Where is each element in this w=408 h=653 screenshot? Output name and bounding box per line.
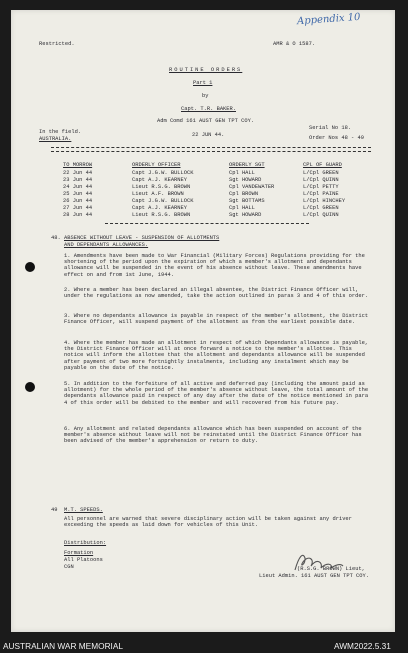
roster-cell: L/Cpl HINCHEY bbox=[303, 198, 346, 204]
roster-cell: Cpl HALL bbox=[229, 205, 255, 211]
roster-cell: Capt A.J. KEARNEY bbox=[132, 205, 187, 211]
amr-reference: AMR & O 1587. bbox=[273, 41, 316, 47]
roster-cell: Capt J.G.W. BULLOCK bbox=[132, 170, 194, 176]
document-date: 22 JUN 44. bbox=[192, 132, 225, 138]
roster-cell: L/Cpl GREEN bbox=[303, 205, 339, 211]
punch-hole-bottom bbox=[25, 382, 35, 392]
location-label: AUSTRALIA. bbox=[39, 136, 72, 142]
distribution-item: Formation bbox=[64, 550, 94, 556]
restricted-label: Restricted. bbox=[39, 41, 75, 47]
issuing-officer: Capt. T.R. BAKER. bbox=[181, 106, 236, 112]
roster-cell: Capt J.G.W. BULLOCK bbox=[132, 198, 194, 204]
in-field-label: In the field. bbox=[39, 129, 82, 135]
order-48-paragraph: 6. Any allotment and related dependants allowance which has been suspended on account of the member's absence without leave will not be reinstated until the District Finance Officer has been advised of the member's apprehension or return to duty. bbox=[64, 426, 362, 445]
roster-cell: 23 Jun 44 bbox=[63, 177, 93, 183]
roster-cell: 27 Jun 44 bbox=[63, 205, 93, 211]
roster-header-officer: ORDERLY OFFICER bbox=[132, 162, 181, 168]
roster-cell: L/Cpl PAINE bbox=[303, 191, 339, 197]
archive-reference: AWM2022.5.31 bbox=[334, 641, 391, 651]
roster-cell: Cpl BROWN bbox=[229, 191, 259, 197]
document-page bbox=[11, 10, 395, 632]
order-49-number: 49 bbox=[51, 507, 58, 513]
roster-cell: L/Cpl GREEN bbox=[303, 170, 339, 176]
archive-footer bbox=[0, 639, 408, 653]
signature-name: (R.S.G. BROWN) Lieut, bbox=[297, 566, 365, 572]
divider-top bbox=[51, 147, 371, 148]
order-48-heading: ABSENCE WITHOUT LEAVE - SUSPENSION OF ALLOTMENTS bbox=[64, 235, 220, 241]
order-numbers: Order Nos 48 - 49 bbox=[309, 135, 364, 141]
order-48-paragraph: 4. Where the member has made an allotment in respect of which Dependants allowance is payable, the District Finance Officer will at once forward a notice to the member's allottee. This notice will inform the allottee that the allotment and dependants allowance will be suspended after payment of two more fortnightly instalments, including any instalment which may be payable on the date of the notice. bbox=[64, 340, 369, 371]
order-49-text: All personnel are warned that severe disciplinary action will be taken against any driver exceeding the speeds as laid down for vehicles of this Unit. bbox=[64, 516, 352, 529]
divider-roster bbox=[105, 223, 309, 224]
part-label: Part 1 bbox=[193, 80, 213, 86]
roster-cell: 28 Jun 44 bbox=[63, 212, 93, 218]
roster-cell: 25 Jun 44 bbox=[63, 191, 93, 197]
archive-name: AUSTRALIAN WAR MEMORIAL bbox=[3, 641, 124, 651]
order-48-paragraph: 2. Where a member has been declared an illegal absentee, the District Finance Officer will, under the regulations as now amended, take the action outlined in paras 3 and 4 of this order. bbox=[64, 287, 369, 300]
roster-cell: Sgt HOWARD bbox=[229, 212, 262, 218]
roster-cell: 22 Jun 44 bbox=[63, 170, 93, 176]
serial-number: Serial No 18. bbox=[309, 125, 352, 131]
order-48-heading-cont: AND DEPENDANTS ALLOWANCES. bbox=[64, 242, 149, 248]
distribution-label: Distribution: bbox=[64, 540, 107, 546]
roster-cell: Sgt HOWARD bbox=[229, 177, 262, 183]
divider-second bbox=[51, 151, 371, 152]
distribution-item: All Platoons bbox=[64, 557, 103, 563]
order-48-paragraph: 1. Amendments have been made to War Financial (Military Forces) Regulations providing for the shortening of the period upon the expiration of which a member's allotment and dependants allowance will be suspended in the event of his absence without leave. These amendments have effect on and from 1st June, 1944. bbox=[64, 253, 365, 278]
roster-cell: Lieut R.S.G. BROWN bbox=[132, 212, 191, 218]
by-label: by bbox=[202, 93, 209, 99]
roster-cell: Lieut A.F. BROWN bbox=[132, 191, 184, 197]
roster-cell: 26 Jun 44 bbox=[63, 198, 93, 204]
order-49-heading: M.T. SPEEDS. bbox=[64, 507, 103, 513]
order-48-paragraph: 3. Where no dependants allowance is payable in respect of the member's allotment, the District Finance Officer, will suspend payment of the allotment as from the earliest possible date. bbox=[64, 313, 369, 326]
distribution-item: CGN bbox=[64, 564, 74, 570]
roster-header-sgt: ORDERLY SGT bbox=[229, 162, 265, 168]
roster-cell: L/Cpl QUINN bbox=[303, 177, 339, 183]
signature-title: Lieut Admin. 161 AUST GEN TPT COY. bbox=[259, 573, 369, 579]
order-48-number: 48. bbox=[51, 235, 61, 241]
roster-header-date: TO MORROW bbox=[63, 162, 93, 168]
handwritten-note: Appendix 10 bbox=[296, 11, 361, 28]
roster-cell: Cpl VANDEWATER bbox=[229, 184, 275, 190]
roster-cell: Lieut R.S.G. BROWN bbox=[132, 184, 191, 190]
roster-cell: Sgt BOTTAMS bbox=[229, 198, 265, 204]
roster-cell: Cpl HALL bbox=[229, 170, 255, 176]
roster-header-guard: CPL OF GUARD bbox=[303, 162, 342, 168]
roster-cell: Capt A.J. KEARNEY bbox=[132, 177, 187, 183]
roster-cell: 24 Jun 44 bbox=[63, 184, 93, 190]
punch-hole-top bbox=[25, 262, 35, 272]
command-line: Adm Comd 161 AUST GEN TPT COY. bbox=[157, 118, 255, 124]
roster-cell: L/Cpl QUINN bbox=[303, 212, 339, 218]
document-title: ROUTINE ORDERS bbox=[169, 67, 243, 73]
roster-cell: L/Cpl PETTY bbox=[303, 184, 339, 190]
order-48-paragraph: 5. In addition to the forfeiture of all active and deferred pay (including the amount paid as allotment) for the whole period of the member's absence without leave, the total amount of the dependants allowance paid in respect of any day after the date of the notice mentioned in para 4 of this order will be debited to the member and will recovered from his future pay. bbox=[64, 381, 369, 406]
